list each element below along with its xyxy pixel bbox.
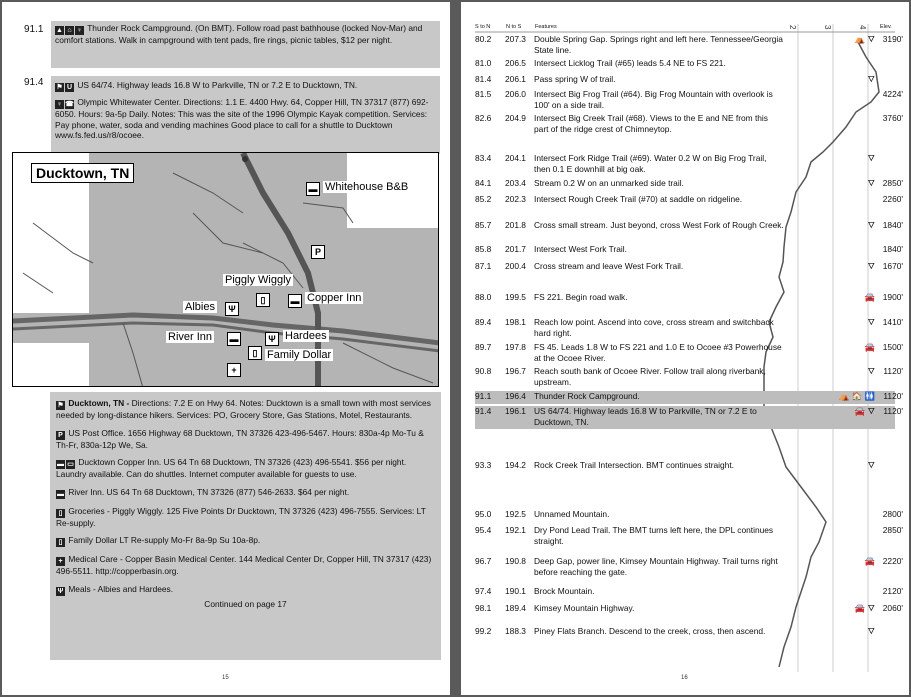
row-elev: 1670' (882, 261, 903, 271)
row-feat: Brock Mountain. (534, 586, 595, 596)
row-sn: 88.0 (475, 292, 492, 302)
row-sn: 95.0 (475, 509, 492, 519)
bed-icon: ▬ (227, 332, 241, 346)
row-elev: 4224' (882, 89, 903, 99)
tent-icon: ▲ (56, 27, 63, 34)
row-ns: 196.1 (505, 406, 526, 416)
row-icons: 🚘 (864, 556, 875, 566)
row-sn: 84.1 (475, 178, 492, 188)
row-feat: Stream 0.2 W on an unmarked side trail. (534, 178, 684, 188)
table-row (475, 626, 895, 639)
map-label-albies: Albies (185, 301, 215, 313)
row-icons: 🜄 (867, 460, 875, 470)
svg-text:4: 4 (858, 25, 867, 30)
whitewater-text: Olympic Whitewater Center. Directions: 1.1 E. 4400 Hwy. 64, Copper Hill, TN 37317 (877) 692-6050. Hours: 9a-5p Daily. Notes: This was the site of the 1996 Olympic Kayak competition. Services: Pay phone, water, soda and vending machines Good place to call for a shuttle to Ducktown www.fs.fed.us/r8/ocoee. (55, 97, 429, 141)
table-row (475, 194, 903, 207)
row-sn: 96.7 (475, 556, 492, 566)
header-features: Features (535, 24, 557, 30)
medical-icon: + (227, 363, 241, 377)
row-sn: 82.6 (475, 113, 492, 123)
row-elev: 2220' (882, 556, 903, 566)
groceries-icon: ▯ (248, 346, 262, 360)
row-elev: 1410' (882, 317, 903, 327)
row-feat: Pass spring W of trail. (534, 74, 616, 84)
groceries-icon: ▯ (256, 293, 270, 307)
meals-icon: Ψ (265, 332, 279, 346)
row-ns: 188.3 (505, 626, 526, 636)
table-row (475, 153, 895, 176)
svg-text:3: 3 (823, 25, 832, 30)
row-elev: 1840' (882, 244, 903, 254)
row-icons: 🜄 (867, 317, 875, 327)
row-ns: 190.8 (505, 556, 526, 566)
row-ns: 201.7 (505, 244, 526, 254)
row-icons: ⛺ 🜄 (854, 34, 875, 44)
header-sn: S to N (475, 24, 491, 30)
info-item (56, 506, 435, 529)
row-feat: Intersect Big Frog Trail (#64). Big Frog Mountain with overlook is 100' on a side trail. (534, 89, 773, 110)
row-ns: 194.2 (505, 460, 526, 470)
row-feat: Kimsey Mountain Highway. (534, 603, 635, 613)
table-row (475, 460, 895, 473)
row-ns: 206.1 (505, 74, 526, 84)
info-text: River Inn. US 64 Tn 68 Ducktown, TN 37326 (877) 546-2633. $64 per night. (68, 486, 350, 497)
lodging-icon: ⌂ (65, 26, 74, 35)
row-feat: US 64/74. Highway leads 16.8 W to Parkville, TN or 7.2 E to Ducktown, TN. (534, 406, 757, 427)
row-ns: 198.1 (505, 317, 526, 327)
row-feat: Reach south bank of Ocoee River. Follow trail along riverbank, upstream. (534, 366, 766, 387)
row-feat: Dry Pond Lead Trail. The BMT turns left here, the DPL continues straight. (534, 525, 774, 546)
row-icons: 🚘 🜄 (854, 603, 875, 613)
bed-icon: ▬ (57, 490, 64, 498)
row-sn: 89.7 (475, 342, 492, 352)
row-ns: 199.5 (505, 292, 526, 302)
row-icons: 🜄 (867, 153, 875, 163)
row-ns: 202.3 (505, 194, 526, 204)
row-icons: 🜄 (867, 178, 875, 188)
row-sn: 89.4 (475, 317, 492, 327)
row-icons: 🚘 (864, 342, 875, 352)
table-row (475, 89, 903, 112)
table-row (475, 391, 903, 404)
row-ns: 201.8 (505, 220, 526, 230)
table-row (475, 366, 903, 389)
post-office-icon: P (56, 431, 65, 440)
row-sn: 87.1 (475, 261, 492, 271)
table-row (475, 525, 903, 548)
table-row (475, 220, 903, 243)
meals-icon: Ψ (225, 302, 239, 316)
row-elev: 1120' (883, 406, 903, 416)
row-icons: 🜄 (867, 74, 875, 84)
row-elev: 2850' (882, 525, 903, 535)
row-elev: 1500' (882, 342, 903, 352)
table-row (475, 113, 903, 136)
water-icon: U (66, 84, 73, 91)
row-feat: Cross small stream. Just beyond, cross West Fork of Rough Creek. (534, 220, 784, 230)
bed-icon: ▬ (57, 461, 64, 469)
row-ns: 196.4 (505, 391, 526, 401)
left-page (2, 2, 450, 695)
info-text: Groceries - Piggly Wiggly. 125 Five Points Dr Ducktown, TN 37326 (423) 496-7555. Services: LT Re-supply. (56, 505, 426, 528)
bed-icon: ▬ (306, 182, 320, 196)
info-lead: Ducktown, TN - (68, 398, 130, 408)
row-elev: 2850' (882, 178, 903, 188)
row-ns: 200.4 (505, 261, 526, 271)
row-elev: 2260' (882, 194, 903, 204)
car-icon: ⚑ (56, 84, 63, 91)
table-row (475, 406, 903, 429)
row-sn: 93.3 (475, 460, 492, 470)
row-elev: 1120' (883, 391, 903, 401)
row-feat: Intersect West Fork Trail. (534, 244, 627, 254)
row-feat: Intersect Fork Ridge Trail (#69). Water 0.2 W on Big Frog Trail, then 0.1 E downhill at big oak. (534, 153, 767, 174)
row-feat: Thunder Rock Campground. (534, 391, 640, 401)
row-sn: 85.7 (475, 220, 492, 230)
row-sn: 99.2 (475, 626, 492, 636)
info-item (56, 428, 435, 451)
row-ns: 197.8 (505, 342, 526, 352)
map-label-whitehouse: Whitehouse B&B (325, 181, 409, 193)
restroom-icon: ♀ (76, 27, 83, 34)
row-ns: 196.7 (505, 366, 526, 376)
row-sn: 91.4 (475, 406, 492, 416)
table-row (475, 244, 903, 257)
computer-icon: ▭ (67, 461, 74, 469)
row-ns: 203.4 (505, 178, 526, 188)
table-row (475, 74, 895, 87)
row-elev: 2800' (882, 509, 903, 519)
row-feat: Rock Creek Trail Intersection. BMT continues straight. (534, 460, 734, 470)
bed-icon: ▬ (288, 294, 302, 308)
row-feat: Reach low point. Ascend into cove, cross stream and switchback hard right. (534, 317, 774, 338)
row-icons: 🜄 (867, 220, 875, 230)
entry-number: 91.1 (24, 24, 44, 35)
map-label-hardees: Hardees (285, 330, 327, 342)
row-icons: 🜄 (867, 626, 875, 636)
table-row (475, 261, 903, 274)
highway-text: US 64/74. Highway leads 16.8 W to Parkville, TN or 7.2 E to Ducktown, TN. (77, 80, 358, 90)
row-sn: 85.2 (475, 194, 492, 204)
header-ns: N to S (506, 24, 522, 30)
row-icons: 🚘 (864, 292, 875, 302)
info-text: US Post Office. 1656 Highway 68 Ducktown, TN 37326 423-496-5467. Hours: 830a-4p Mo-Tu & Th-Fr, 830a-12p We, Sa. (56, 427, 424, 450)
row-ns: 192.1 (505, 525, 526, 535)
row-sn: 91.1 (475, 391, 492, 401)
medical-icon: + (56, 557, 65, 566)
row-elev: 2120' (882, 586, 903, 596)
groceries-icon: ▯ (56, 538, 65, 547)
ducktown-map (12, 152, 439, 387)
row-sn: 95.4 (475, 525, 492, 535)
row-sn: 83.4 (475, 153, 492, 163)
row-sn: 90.8 (475, 366, 492, 376)
row-feat: Double Spring Gap. Springs right and left here. Tennessee/Georgia State line. (534, 34, 783, 55)
row-icons: 🜄 (867, 261, 875, 271)
row-sn: 81.0 (475, 58, 492, 68)
row-feat: FS 221. Begin road walk. (534, 292, 628, 302)
row-feat: Deep Gap, power line, Kimsey Mountain Highway. Trail turns right before reaching the gate. (534, 556, 778, 577)
info-item (56, 487, 435, 499)
row-sn: 81.5 (475, 89, 492, 99)
table-row (475, 292, 903, 305)
header-elevation: Elev. (880, 24, 892, 30)
table-row (475, 317, 903, 340)
row-feat: Cross stream and leave West Fork Trail. (534, 261, 684, 271)
info-text: Medical Care - Copper Basin Medical Center. 144 Medical Center Dr, Copper Hill, TN 37317 (423) 496-5511. http://copperbasin.org. (56, 554, 432, 577)
info-item (56, 457, 435, 480)
row-feat: Intersect Big Creek Trail (#68). Views to the E and NE from this part of the ridge crest of Chimneytop. (534, 113, 768, 134)
row-sn: 97.4 (475, 586, 492, 596)
row-ns: 206.5 (505, 58, 526, 68)
info-text: Family Dollar LT Re-supply Mo-Fr 8a-9p Su 10a-8p. (68, 535, 261, 546)
page-number: 16 (681, 675, 688, 681)
map-label-family: Family Dollar (267, 349, 332, 361)
row-icons: 🚘 🜄 (854, 406, 875, 416)
row-elev: 3190' (882, 34, 903, 44)
table-row (475, 34, 903, 57)
table-row (475, 509, 903, 522)
table-row (475, 586, 903, 599)
entry-number: 91.4 (24, 77, 44, 88)
post-office-icon: P (311, 245, 325, 259)
row-ns: 189.4 (505, 603, 526, 613)
ducktown-info-box (50, 392, 441, 660)
groceries-icon: ▯ (56, 509, 65, 518)
row-feat: FS 45. Leads 1.8 W to FS 221 and 1.0 E to Ocoee #3 Powerhouse at the Ocoee River. (534, 342, 782, 363)
info-text: Directions: 7.2 E on Hwy 64. Notes: Ducktown is a small town with most services needed by long-distance hikers. Services: PO, Grocery Store, Gas Stations, Motel, Restaurants. (56, 398, 431, 420)
row-ns: 192.5 (505, 509, 526, 519)
row-ns: 204.9 (505, 113, 526, 123)
row-feat: Piney Flats Branch. Descend to the creek, cross, then ascend. (534, 626, 766, 636)
row-icons: 🜄 (867, 366, 875, 376)
phone-icon: ☎ (65, 101, 74, 108)
info-text: Meals - Albies and Hardees. (68, 583, 174, 594)
highway-entry (51, 76, 440, 154)
table-row (475, 58, 895, 71)
row-elev: 1120' (883, 366, 903, 376)
row-sn: 80.2 (475, 34, 492, 44)
row-elev: 1900' (882, 292, 903, 302)
row-feat: Intersect Rough Creek Trail (#70) at saddle on ridgeline. (534, 194, 743, 204)
info-text: Ducktown Copper Inn. US 64 Tn 68 Ducktown, TN 37326 (423) 496-5541. $56 per night. Laundry available. Can do shuttles. Internet computer available for guests to use. (56, 457, 407, 480)
row-ns: 204.1 (505, 153, 526, 163)
table-row (475, 556, 903, 579)
info-item (56, 554, 435, 577)
continued-note: Continued on page 17 (204, 598, 287, 609)
row-elev: 3760' (882, 113, 903, 123)
table-row (475, 178, 903, 191)
table-row (475, 342, 903, 365)
row-sn: 98.1 (475, 603, 492, 613)
row-sn: 81.4 (475, 74, 492, 84)
map-title: Ducktown, TN (31, 163, 134, 183)
row-ns: 207.3 (505, 34, 526, 44)
row-ns: 190.1 (505, 586, 526, 596)
right-page (461, 2, 909, 695)
row-elev: 2060' (882, 603, 903, 613)
info-item (56, 398, 435, 421)
row-feat: Intersect Licklog Trail (#65) leads 5.4 NE to FS 221. (534, 58, 726, 68)
map-label-copper: Copper Inn (307, 292, 362, 304)
restroom-icon: ♀ (56, 101, 63, 108)
car-icon: ⚑ (57, 402, 64, 409)
meals-icon: Ψ (57, 587, 64, 595)
info-item (56, 535, 435, 547)
info-item (56, 584, 435, 596)
page-number: 15 (222, 675, 229, 681)
campground-text: Thunder Rock Campground. (On BMT). Follow road past bathhouse (locked Nov-Mar) and comfort stations. Walk in campground with tent pads, fire rings, picnic tables, $12 per night. (55, 23, 423, 45)
row-sn: 85.8 (475, 244, 492, 254)
svg-text:2: 2 (788, 25, 797, 30)
map-label-piggly: Piggly Wiggly (225, 274, 292, 286)
row-ns: 206.0 (505, 89, 526, 99)
map-label-river: River Inn (168, 331, 213, 343)
table-row (475, 603, 903, 616)
row-elev: 1840' (882, 220, 903, 230)
row-feat: Unnamed Mountain. (534, 509, 610, 519)
row-icons: ⛺ 🏠 🚻 (839, 391, 875, 401)
campground-entry (51, 21, 440, 68)
